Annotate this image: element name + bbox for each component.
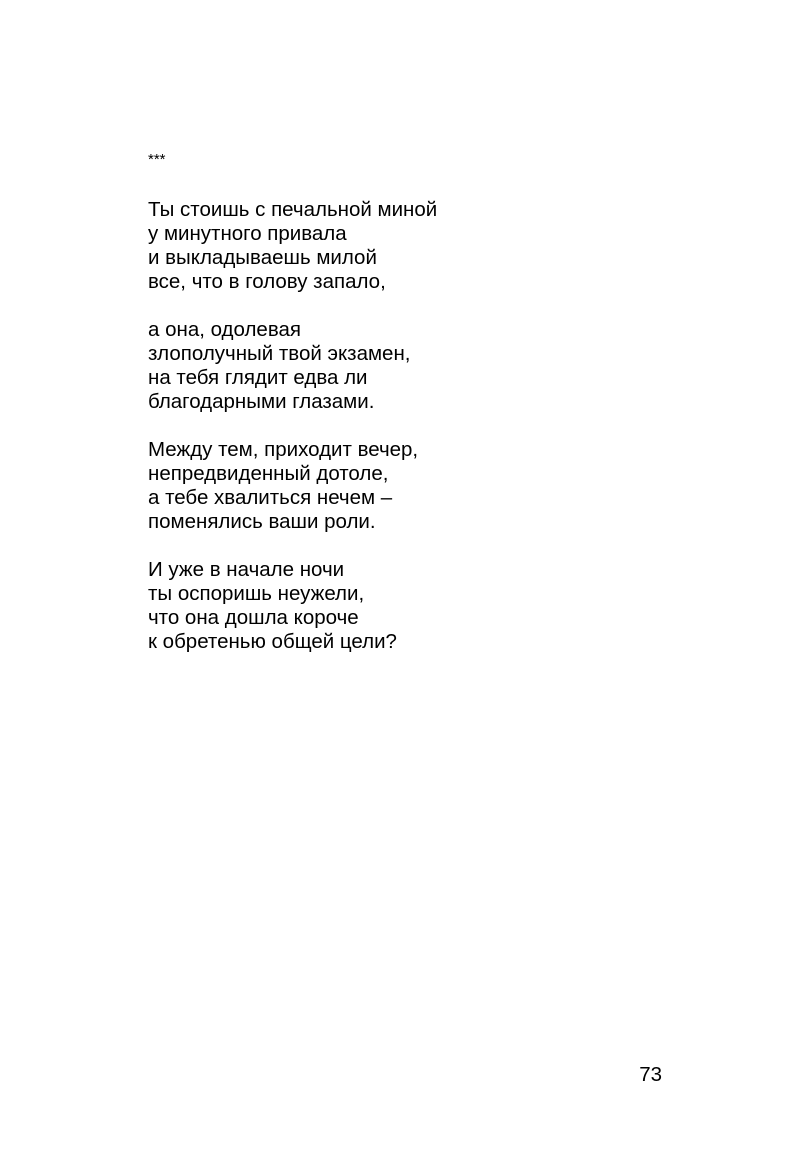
poem-line: злополучный твой экзамен, xyxy=(148,342,411,365)
poem-line: И уже в начале ночи xyxy=(148,558,345,581)
stanza-1 xyxy=(148,198,708,294)
poem-line: у минутного привала xyxy=(148,222,347,245)
poem-line: поменялись ваши роли. xyxy=(148,510,376,533)
poem-line: а она, одолевая xyxy=(148,318,301,341)
poem-line: что она дошла короче xyxy=(148,606,359,629)
poem-line: а тебе хвалиться нечем – xyxy=(148,486,393,509)
stanza-2 xyxy=(148,318,708,414)
poem xyxy=(148,198,708,678)
poem-line: Между тем, приходит вечер, xyxy=(148,438,419,461)
poem-line: Ты стоишь с печальной миной xyxy=(148,198,438,221)
stanza-4 xyxy=(148,558,708,654)
poem-line: на тебя глядит едва ли xyxy=(148,366,368,389)
poem-line: ты оспоришь неужели, xyxy=(148,582,365,605)
poem-line: и выкладываешь милой xyxy=(148,246,377,269)
poem-line: к обретенью общей цели? xyxy=(148,630,397,653)
stanza-3 xyxy=(148,438,708,534)
stanza-separator: *** xyxy=(148,151,166,168)
poem-line: все, что в голову запало, xyxy=(148,270,386,293)
poem-line: благодарными глазами. xyxy=(148,390,375,413)
page-number: 73 xyxy=(639,1063,662,1086)
poem-line: непредвиденный дотоле, xyxy=(148,462,389,485)
